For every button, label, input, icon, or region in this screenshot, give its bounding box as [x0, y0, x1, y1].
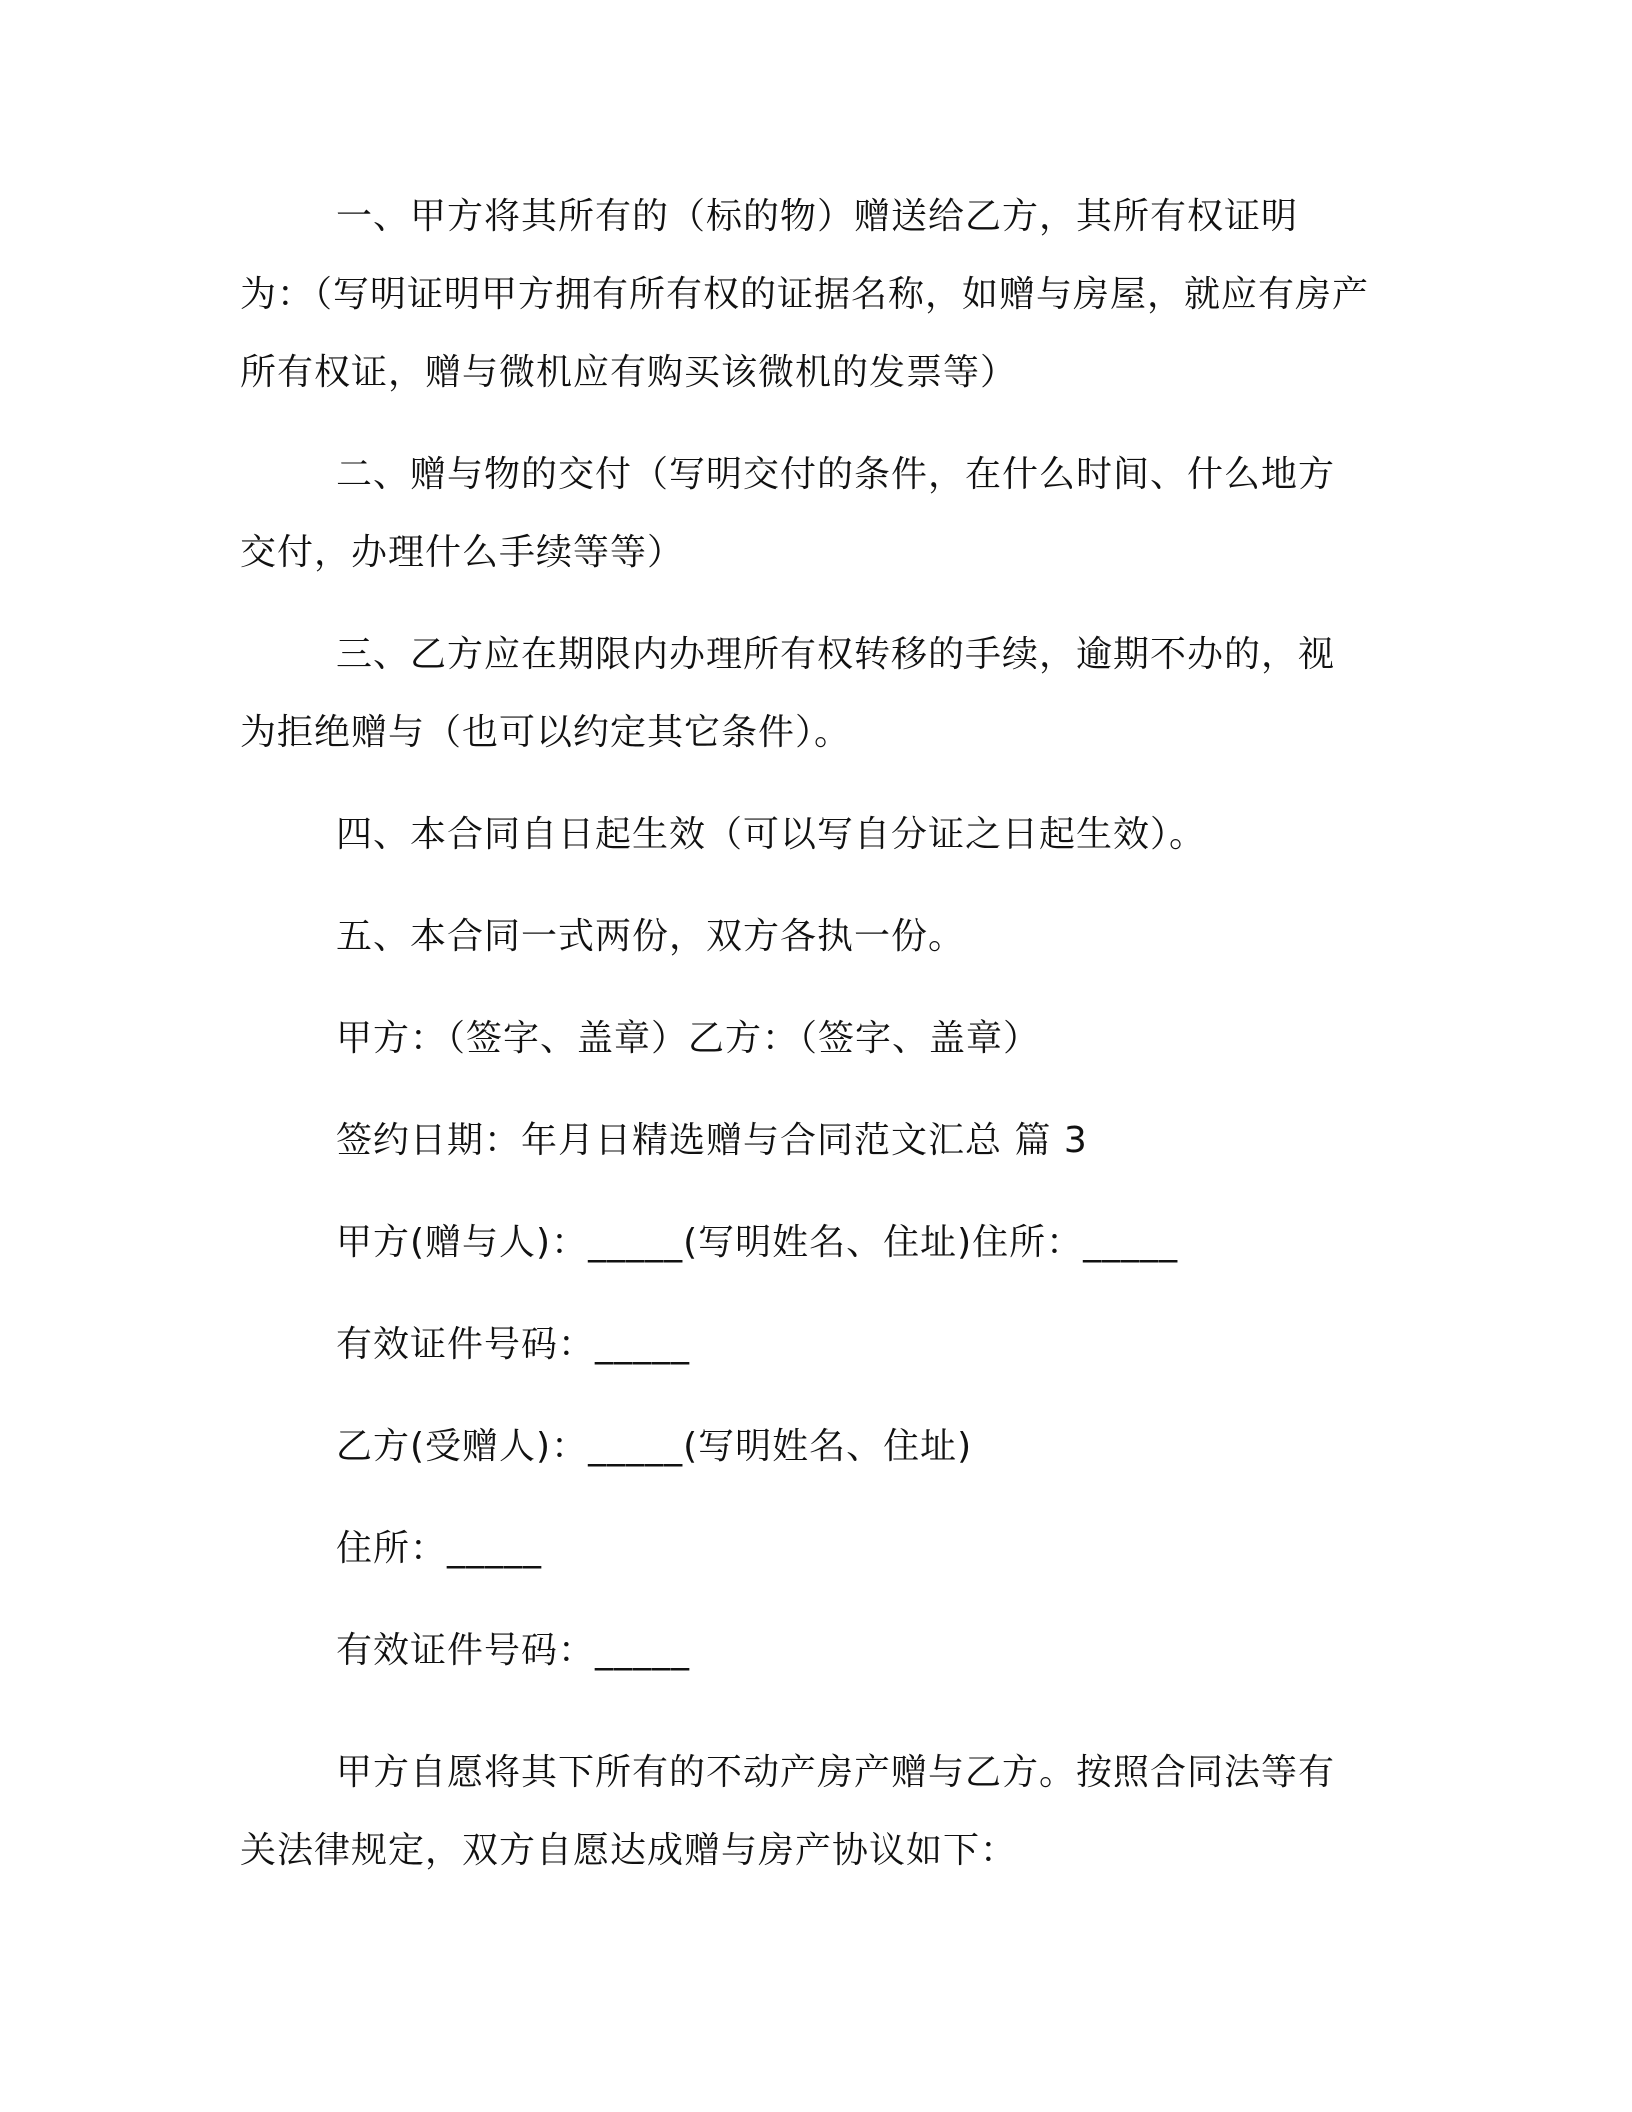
clause-1-paragraph: 一、甲方将其所有的（标的物）赠送给乙方，其所有权证明为：（写明证明甲方拥有所有权的证据名称，如赠与房屋，就应有房产所有权证，赠与微机应有购买该微机的发票等） — [240, 196, 1370, 393]
clause-4-paragraph: 四、本合同自日起生效（可以写自分证之日起生效）。 — [336, 814, 1207, 855]
donor-id-line: 有效证件号码：_____ — [336, 1324, 691, 1365]
donee-id-line: 有效证件号码：_____ — [336, 1630, 691, 1671]
signature-line: 甲方：（签字、盖章）乙方：（签字、盖章） — [336, 1018, 1041, 1059]
clause-3-paragraph: 三、乙方应在期限内办理所有权转移的手续，逾期不办的，视为拒绝赠与（也可以约定其它条件）。 — [240, 634, 1336, 753]
donee-address-line: 住所：_____ — [336, 1528, 543, 1569]
clause-2-paragraph: 二、赠与物的交付（写明交付的条件，在什么时间、什么地方交付，办理什么手续等等） — [240, 454, 1336, 573]
donee-line: 乙方(受赠人)：_____(写明姓名、住址) — [336, 1426, 973, 1467]
intro-property-paragraph: 甲方自愿将其下所有的不动产房产赠与乙方。按照合同法等有关法律规定，双方自愿达成赠与房产协议如下： — [240, 1752, 1336, 1871]
date-line: 签约日期：年月日精选赠与合同范文汇总 篇 3 — [336, 1120, 1088, 1161]
donor-line: 甲方(赠与人)：_____(写明姓名、住址)住所：_____ — [336, 1222, 1179, 1263]
clause-5-paragraph: 五、本合同一式两份，双方各执一份。 — [336, 916, 966, 957]
